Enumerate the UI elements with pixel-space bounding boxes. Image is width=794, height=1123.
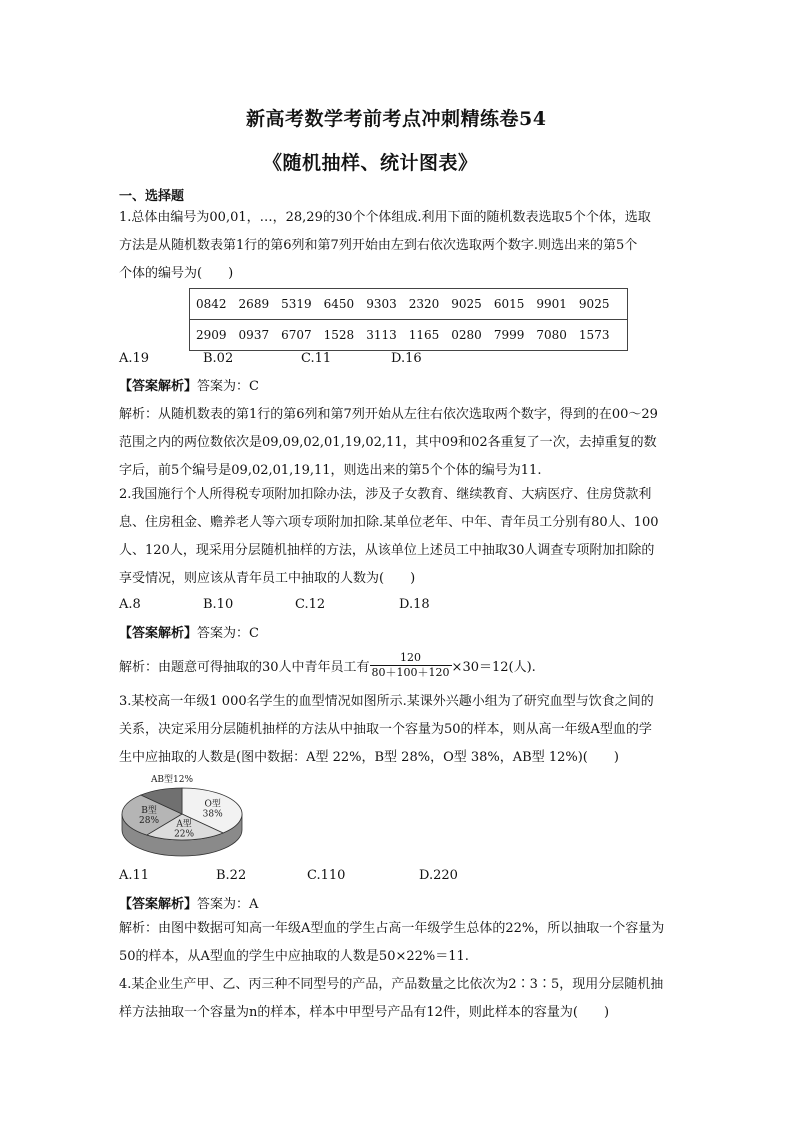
question-1	[119, 204, 651, 288]
question-line: 4.某企业生产甲、乙、丙三种不同型号的产品，产品数量之比依次为2∶3∶5，现用分层随机抽	[119, 977, 664, 992]
explanation-line: 50的样本，从A型血的学生中应抽取的人数是50×22%＝11.	[119, 949, 469, 964]
table-cell: 0280	[451, 328, 482, 342]
table-row	[190, 289, 628, 320]
blood-type-pie-chart	[116, 770, 256, 860]
table-cell: 6450	[323, 297, 355, 311]
option-c: C.110	[307, 868, 346, 883]
question-line: 人、120人，现采用分层随机抽样的方法，从该单位上述员工中抽取30人调查专项附加扣除的	[119, 543, 655, 558]
option-b: B.10	[203, 597, 234, 612]
table-cell: 6015	[493, 297, 525, 311]
option-b: B.02	[203, 351, 234, 366]
answer-text: 答案为：C	[197, 626, 259, 641]
answer-tag: 【答案解析】	[119, 379, 198, 394]
answer-line	[119, 373, 259, 401]
explanation-line: 范围之内的两位数依次是09,09,02,01,19,02,11，其中09和02各重复了一次，去掉重复的数	[119, 435, 657, 450]
question-4	[119, 971, 663, 1027]
section-heading: 一、选择题	[119, 189, 185, 204]
option-d: D.220	[419, 868, 458, 883]
question-line: 个体的编号为( )	[119, 266, 234, 281]
option-a: A.19	[119, 351, 150, 366]
table-cell: 2909	[196, 328, 227, 342]
table-cell: 0937	[238, 328, 270, 342]
option-a: A.8	[119, 597, 141, 612]
pie-slice-percent: 38%	[202, 809, 223, 820]
pie-slice-label: B型	[141, 805, 157, 816]
option-d: D.16	[391, 351, 422, 366]
table-cell: 2689	[238, 297, 270, 311]
fraction	[370, 651, 452, 680]
answer-tag: 【答案解析】	[119, 626, 198, 641]
pie-slice-label: A型	[176, 819, 192, 830]
question-line: 关系，决定采用分层随机抽样的方法从中抽取一个容量为50的样本，则从高一年级A型血的学	[119, 722, 652, 737]
pie-slice-percent: 22%	[174, 829, 195, 840]
table-cell: 9025	[578, 297, 610, 311]
answer-line	[119, 620, 259, 648]
explanation-text: ×30＝12(人).	[451, 660, 536, 675]
table-cell: 1165	[408, 328, 440, 342]
pie-slice-percent: 28%	[139, 815, 160, 826]
table-cell: 9303	[366, 297, 397, 311]
explanation-line: 字后，前5个编号是09,02,01,19,11，则选出来的第5个个体的编号为11.	[119, 463, 542, 478]
explanation	[119, 915, 664, 971]
question-line: 方法是从随机数表第1行的第6列和第7列开始由左到右依次选取两个数字.则选出来的第5个	[119, 238, 638, 253]
option-a: A.11	[119, 868, 150, 883]
explanation-line: 解析：从随机数表的第1行的第6列和第7列开始从左往右依次选取两个数字，得到的在00～29	[119, 407, 658, 422]
table-cell: 7080	[536, 328, 567, 342]
question-line: 1.总体由编号为00,01，…，28,29的30个个体组成.利用下面的随机数表选取5个个体，选取	[119, 210, 651, 225]
page-subtitle: 《随机抽样、统计图表》	[263, 152, 478, 174]
table-cell: 9901	[536, 297, 567, 311]
table-cell: 6707	[281, 328, 312, 342]
question-line: 息、住房租金、赡养老人等六项专项附加扣除.某单位老年、中年、青年员工分别有80人、100	[119, 515, 659, 530]
answer-text: 答案为：C	[197, 379, 259, 394]
table-cell: 3113	[366, 328, 397, 342]
random-number-table	[189, 288, 628, 351]
table-cell: 1528	[323, 328, 355, 342]
pie-slice-label: O型	[204, 799, 221, 810]
explanation-text: 解析：由题意可得抽取的30人中青年员工有	[119, 660, 370, 675]
pie-slice-label: AB型12%	[150, 775, 194, 785]
table-cell: 1573	[578, 328, 610, 342]
table-cell: 0842	[196, 297, 227, 311]
answer-tag: 【答案解析】	[119, 897, 198, 912]
explanation	[119, 401, 658, 485]
question-line: 享受情况，则应该从青年员工中抽取的人数为( )	[119, 571, 416, 586]
table-cell: 5319	[281, 297, 312, 311]
question-2	[119, 481, 659, 593]
explanation-line: 解析：由图中数据可知高一年级A型血的学生占高一年级学生总体的22%，所以抽取一个容量为	[119, 921, 665, 936]
table-cell: 2320	[408, 297, 440, 311]
fraction-denominator: 80＋100＋120	[371, 666, 450, 679]
question-line: 生中应抽取的人数是(图中数据：A型 22%，B型 28%，O型 38%，AB型 12%)( )	[119, 750, 619, 765]
question-line: 2.我国施行个人所得税专项附加扣除办法，涉及子女教育、继续教育、大病医疗、住房贷款利	[119, 487, 652, 502]
answer-text: 答案为：A	[197, 897, 259, 912]
table-cell: 9025	[451, 297, 482, 311]
table-cell: 7999	[493, 328, 525, 342]
option-b: B.22	[216, 868, 247, 883]
fraction-numerator: 120	[370, 651, 452, 666]
question-3	[119, 688, 654, 772]
option-c: C.12	[295, 597, 326, 612]
option-c: C.11	[301, 351, 332, 366]
page-title: 新高考数学考前考点冲刺精练卷54	[246, 108, 547, 130]
option-d: D.18	[399, 597, 430, 612]
question-line: 3.某校高一年级1 000名学生的血型情况如图所示.某课外兴趣小组为了研究血型与饮食之间的	[119, 694, 654, 709]
question-line: 样方法抽取一个容量为n的样本，样本中甲型号产品有12件，则此样本的容量为( )	[119, 1005, 610, 1020]
explanation	[119, 651, 536, 680]
